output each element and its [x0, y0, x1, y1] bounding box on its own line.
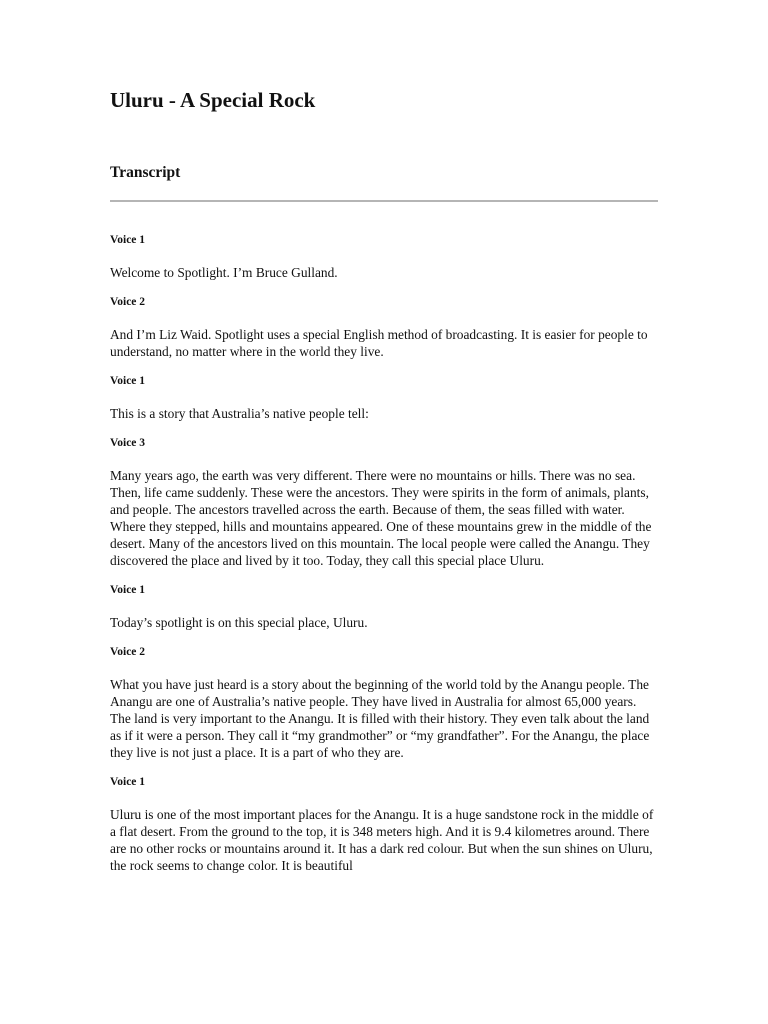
speaker-label: Voice 1	[110, 776, 146, 788]
transcript-paragraph: Welcome to Spotlight. I’m Bruce Gulland.	[110, 265, 338, 280]
speaker-label: Voice 2	[110, 296, 146, 308]
transcript-paragraph: Uluru is one of the most important places for the Anangu. It is a huge sandstone rock in the middle of a flat desert. From the ground to the top, it is 348 meters high. And it is 9.4 kilometres around. There are no other rocks or mountains around it. It has a dark red colour. But when the sun shines on Uluru, the rock seems to change color. It is beautiful	[110, 807, 654, 873]
speaker-label: Voice 1	[110, 234, 146, 246]
document-subtitle: Transcript	[110, 164, 181, 181]
transcript-paragraph: Many years ago, the earth was very different. There were no mountains or hills. There was no sea. Then, life came suddenly. These were the ancestors. They were spirits in the form of animals, plants, and people. The ancestors travelled across the earth. Because of them, the seas filled with water. Where they stepped, hills and mountains appeared. One of these mountains grew in the middle of the desert. Many of the ancestors lived on this mountain. The local people were called the Anangu. They discovered the place and lived by it too. Today, they call this special place Uluru.	[110, 468, 652, 568]
speaker-label: Voice 3	[110, 437, 146, 449]
transcript-paragraph: This is a story that Australia’s native people tell:	[110, 406, 369, 421]
speaker-label: Voice 1	[110, 584, 146, 596]
speaker-label: Voice 2	[110, 646, 146, 658]
horizontal-divider	[110, 200, 658, 202]
transcript-body	[110, 232, 660, 887]
document-title: Uluru - A Special Rock	[110, 88, 316, 112]
speaker-label: Voice 1	[110, 375, 146, 387]
transcript-paragraph: And I’m Liz Waid. Spotlight uses a special English method of broadcasting. It is easier for people to understand, no matter where in the world they live.	[110, 327, 648, 359]
transcript-paragraph: What you have just heard is a story about the beginning of the world told by the Anangu people. The Anangu are one of Australia’s native people. They have lived in Australia for almost 65,000 years. The land is very important to the Anangu. It is filled with their history. They even talk about the land as if it were a person. They call it “my grandmother” or “my grandfather”. For the Anangu, the place they live is not just a place. It is a part of who they are.	[110, 677, 650, 760]
transcript-paragraph: Today’s spotlight is on this special place, Uluru.	[110, 615, 368, 630]
